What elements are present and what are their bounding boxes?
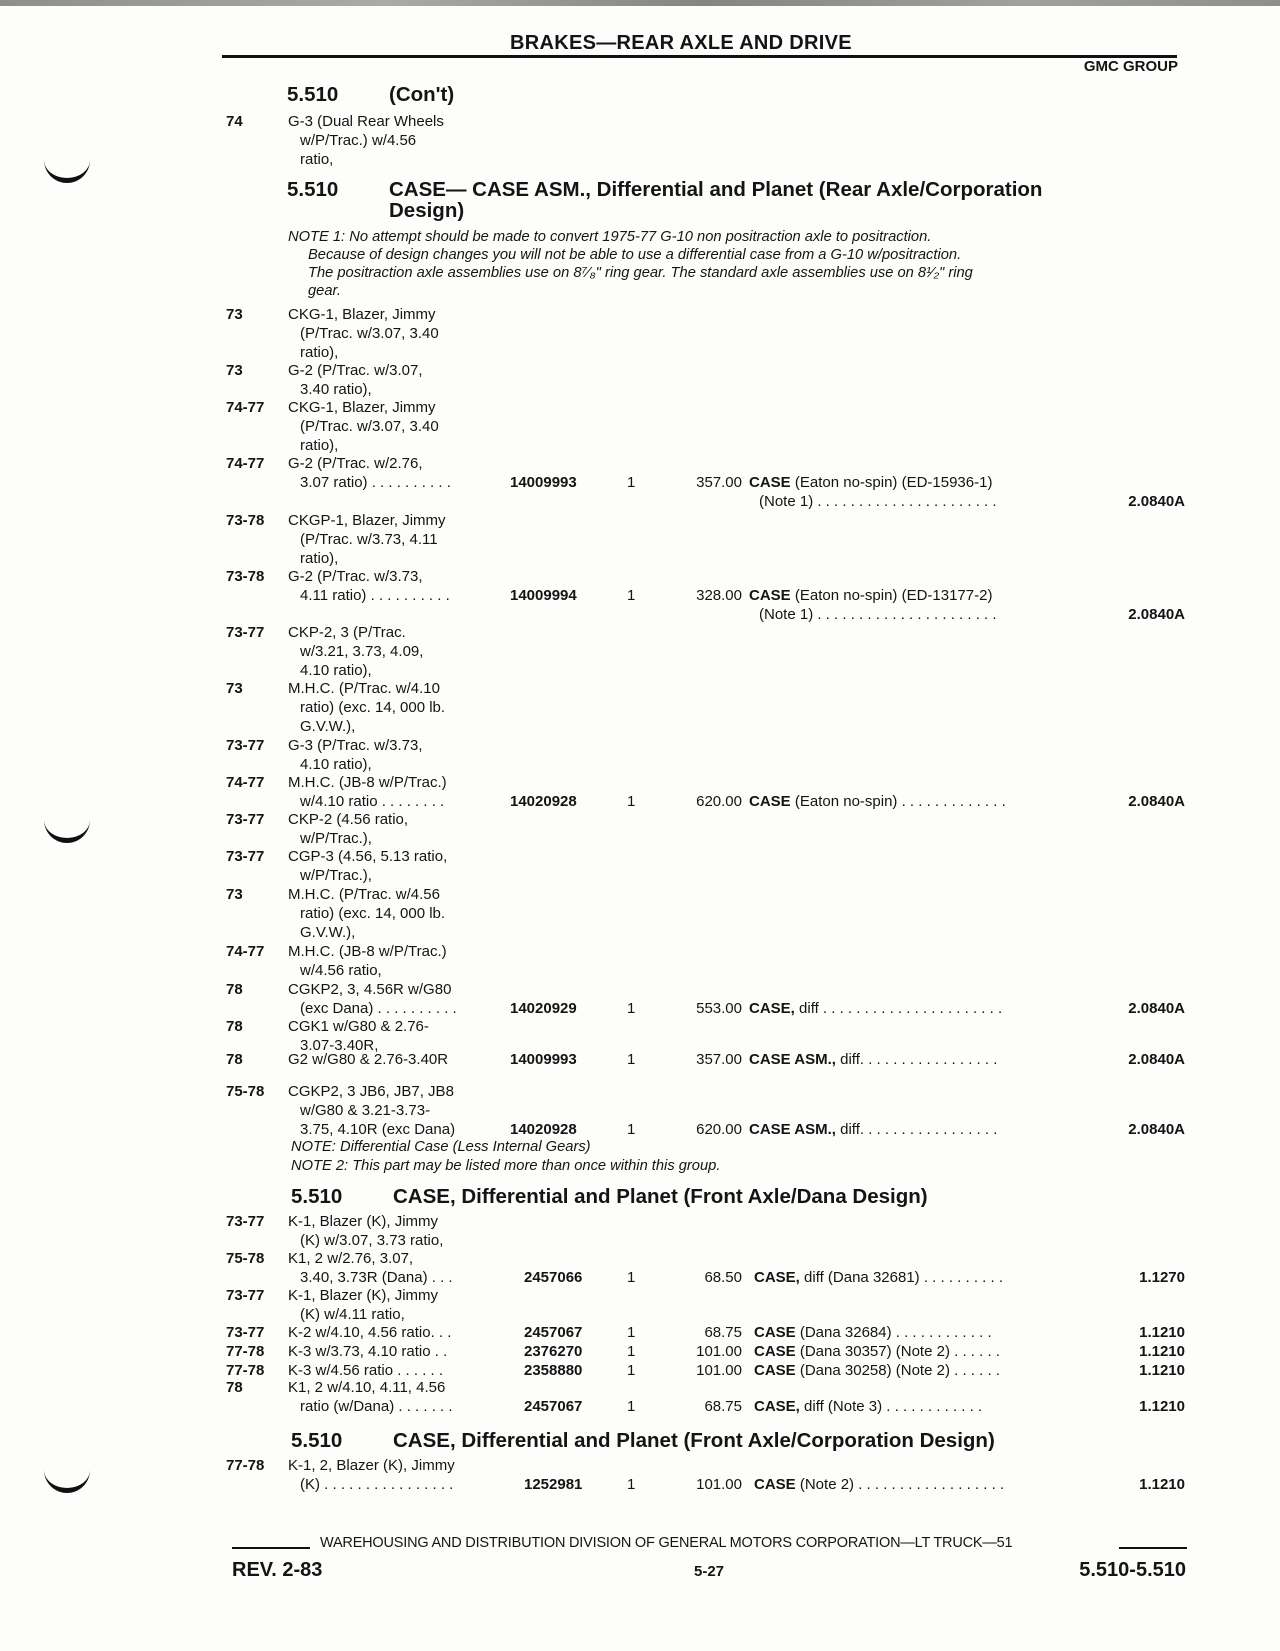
part-description-line bbox=[754, 1323, 1076, 1342]
part-description-line bbox=[749, 473, 1071, 492]
note-line: gear. bbox=[308, 283, 341, 299]
labor-reference: 1.1210 bbox=[1139, 1476, 1185, 1493]
part-number: 2457066 bbox=[524, 1269, 583, 1286]
part-description-line bbox=[754, 1342, 1076, 1361]
part-name: CASE bbox=[749, 474, 791, 491]
part-description-line bbox=[749, 1120, 1071, 1139]
application-description bbox=[288, 398, 503, 455]
application-description bbox=[288, 112, 503, 169]
description-line: CKP-2 (4.56 ratio, bbox=[288, 811, 409, 828]
scan-top-edge bbox=[0, 0, 1280, 6]
description-line: CGKP2, 3 JB6, JB7, JB8 bbox=[288, 1083, 454, 1100]
part-detail: diff (Dana 32681) . . . . . . . . . . bbox=[804, 1269, 1003, 1286]
part-number: 14020929 bbox=[510, 1000, 577, 1017]
group-label: GMC GROUP bbox=[1083, 58, 1178, 75]
description-line: 4.10 ratio), bbox=[300, 756, 372, 773]
page-title: BRAKES—REAR AXLE AND DRIVE bbox=[510, 32, 852, 54]
binder-hole-mark bbox=[44, 820, 90, 843]
description-line: (K) w/3.07, 3.73 ratio, bbox=[300, 1232, 444, 1249]
labor-reference: 2.0840A bbox=[1128, 1051, 1185, 1068]
description-line: K-1, Blazer (K), Jimmy bbox=[288, 1213, 439, 1230]
model-year: 77-78 bbox=[226, 1362, 265, 1379]
model-year: 73 bbox=[226, 680, 243, 697]
quantity: 1 bbox=[627, 587, 636, 604]
labor-reference: 1.1210 bbox=[1139, 1362, 1185, 1379]
description-line: M.H.C. (P/Trac. w/4.10 bbox=[288, 680, 440, 697]
labor-reference: 2.0840A bbox=[1128, 1121, 1185, 1138]
quantity: 1 bbox=[627, 793, 636, 810]
description-line: K1, 2 w/2.76, 3.07, bbox=[288, 1250, 414, 1267]
description-line: (K) w/4.11 ratio, bbox=[300, 1306, 405, 1323]
model-year: 74-77 bbox=[226, 943, 265, 960]
part-name: CASE bbox=[754, 1343, 796, 1360]
description-line: w/4.10 ratio . . . . . . . . bbox=[300, 793, 445, 810]
quantity: 1 bbox=[627, 474, 636, 491]
quantity: 1 bbox=[627, 1324, 636, 1341]
model-year: 74 bbox=[226, 113, 243, 130]
description-line: K1, 2 w/4.10, 4.11, 4.56 bbox=[288, 1379, 446, 1396]
description-line: ratio), bbox=[300, 550, 339, 567]
description-line: w/G80 & 3.21-3.73- bbox=[300, 1102, 431, 1119]
part-description bbox=[754, 1397, 1076, 1416]
note-line: NOTE 1: No attempt should be made to convert 1975-77 G-10 non positraction axle to positraction. bbox=[288, 229, 932, 245]
application-description bbox=[288, 810, 503, 848]
description-line: CKG-1, Blazer, Jimmy bbox=[288, 306, 436, 323]
description-line: M.H.C. (P/Trac. w/4.56 bbox=[288, 886, 440, 903]
part-detail: (Dana 32684) . . . . . . . . . . . . bbox=[799, 1324, 992, 1341]
part-number: 2457067 bbox=[524, 1324, 583, 1341]
description-line: CKGP-1, Blazer, Jimmy bbox=[288, 512, 446, 529]
quantity: 1 bbox=[627, 1269, 636, 1286]
description-line: w/P/Trac.), bbox=[300, 830, 372, 847]
binder-hole-mark bbox=[44, 160, 90, 183]
part-detail: (Eaton no-spin) (ED-15936-1) bbox=[794, 474, 993, 491]
section-title: CASE, Differential and Planet (Front Axle/Dana Design) bbox=[393, 1185, 928, 1208]
part-number: 14020928 bbox=[510, 793, 577, 810]
revision-label: REV. 2-83 bbox=[232, 1559, 323, 1581]
model-year: 73-77 bbox=[226, 1287, 265, 1304]
part-number: 2376270 bbox=[524, 1343, 583, 1360]
model-year: 78 bbox=[226, 981, 243, 998]
quantity: 1 bbox=[627, 1000, 636, 1017]
part-name: CASE bbox=[754, 1476, 796, 1493]
description-line: ratio), bbox=[300, 437, 339, 454]
application-description bbox=[288, 454, 503, 492]
note-line: NOTE 2: This part may be listed more than once within this group. bbox=[291, 1158, 721, 1174]
part-description bbox=[754, 1268, 1076, 1287]
price: 68.75 bbox=[704, 1398, 742, 1415]
description-line: G-2 (P/Trac. w/3.73, bbox=[288, 568, 423, 585]
model-year: 78 bbox=[226, 1051, 243, 1068]
part-description-line bbox=[754, 1475, 1076, 1494]
section-title: CASE, Differential and Planet (Front Axle/Corporation Design) bbox=[393, 1429, 995, 1452]
price: 68.75 bbox=[704, 1324, 742, 1341]
model-year: 73-78 bbox=[226, 568, 265, 585]
quantity: 1 bbox=[627, 1051, 636, 1068]
application-description bbox=[288, 773, 503, 811]
note-line: NOTE: Differential Case (Less Internal Gears) bbox=[291, 1139, 591, 1155]
model-year: 73-77 bbox=[226, 1324, 265, 1341]
description-line: G.V.W.), bbox=[300, 718, 356, 735]
part-detail: diff. . . . . . . . . . . . . . . . . bbox=[840, 1121, 998, 1138]
description-line: (K) . . . . . . . . . . . . . . . . bbox=[300, 1476, 454, 1493]
model-year: 77-78 bbox=[226, 1457, 265, 1474]
application-description bbox=[288, 942, 503, 980]
description-line: ratio) (exc. 14, 000 lb. bbox=[300, 699, 446, 716]
description-line: (P/Trac. w/3.07, 3.40 bbox=[300, 325, 439, 342]
description-line: 3.40 ratio), bbox=[300, 381, 372, 398]
part-detail: (Eaton no-spin) (ED-13177-2) bbox=[794, 587, 993, 604]
description-line: (P/Trac. w/3.07, 3.40 bbox=[300, 418, 439, 435]
note-line: Because of design changes you will not be able to use a differential case from a G-10 w/positraction. bbox=[308, 247, 962, 263]
price: 553.00 bbox=[696, 1000, 742, 1017]
application-description bbox=[288, 1456, 503, 1494]
labor-reference: 1.1210 bbox=[1139, 1324, 1185, 1341]
description-line: CGK1 w/G80 & 2.76- bbox=[288, 1018, 429, 1035]
application-description bbox=[288, 885, 503, 942]
description-line: K-2 w/4.10, 4.56 ratio. . . bbox=[288, 1324, 452, 1341]
section-number: 5.510 bbox=[287, 83, 339, 106]
header-rule bbox=[222, 55, 1177, 58]
description-line: w/4.56 ratio, bbox=[300, 962, 382, 979]
part-number: 2457067 bbox=[524, 1398, 583, 1415]
quantity: 1 bbox=[627, 1343, 636, 1360]
price: 101.00 bbox=[696, 1476, 742, 1493]
description-line: M.H.C. (JB-8 w/P/Trac.) bbox=[288, 774, 447, 791]
part-name: CASE, bbox=[754, 1269, 800, 1286]
part-description-line bbox=[749, 586, 1071, 605]
part-description bbox=[754, 1323, 1076, 1342]
application-description bbox=[288, 679, 503, 736]
part-detail: (Note 2) . . . . . . . . . . . . . . . . . . bbox=[799, 1476, 1005, 1493]
part-description bbox=[749, 999, 1071, 1018]
application-description bbox=[288, 1082, 503, 1139]
description-line: G-2 (P/Trac. w/3.07, bbox=[288, 362, 423, 379]
part-detail: diff. . . . . . . . . . . . . . . . . bbox=[840, 1051, 998, 1068]
model-year: 73-77 bbox=[226, 848, 265, 865]
part-number: 14009993 bbox=[510, 474, 577, 491]
part-description-line bbox=[749, 1050, 1071, 1069]
labor-reference: 1.1270 bbox=[1139, 1269, 1185, 1286]
part-description bbox=[749, 586, 1071, 624]
part-number: 14020928 bbox=[510, 1121, 577, 1138]
quantity: 1 bbox=[627, 1362, 636, 1379]
model-year: 74-77 bbox=[226, 399, 265, 416]
model-year: 78 bbox=[226, 1018, 243, 1035]
description-line: K-1, 2, Blazer (K), Jimmy bbox=[288, 1457, 455, 1474]
description-line: ratio) (exc. 14, 000 lb. bbox=[300, 905, 446, 922]
model-year: 77-78 bbox=[226, 1343, 265, 1360]
part-description-line: (Note 1) . . . . . . . . . . . . . . . . . . . . . . bbox=[759, 493, 997, 510]
description-line: w/P/Trac.) w/4.56 bbox=[300, 132, 417, 149]
section-title-cont: Design) bbox=[389, 199, 465, 222]
note-line: The positraction axle assemblies use on 8⁷⁄₈" ring gear. The standard axle assemblies use on 8¹⁄₂" ring bbox=[308, 265, 973, 281]
part-description-line bbox=[749, 999, 1071, 1018]
application-description bbox=[288, 847, 503, 885]
description-line: 3.75, 4.10R (exc Dana) bbox=[300, 1121, 456, 1138]
description-line: K-3 w/4.56 ratio . . . . . . bbox=[288, 1362, 444, 1379]
description-line: ratio, bbox=[300, 151, 334, 168]
section-number: 5.510 bbox=[291, 1185, 343, 1208]
description-line: 3.07 ratio) . . . . . . . . . . bbox=[300, 474, 451, 491]
description-line: CKP-2, 3 (P/Trac. bbox=[288, 624, 406, 641]
model-year: 73 bbox=[226, 306, 243, 323]
price: 620.00 bbox=[696, 1121, 742, 1138]
binder-hole-mark bbox=[44, 1470, 90, 1493]
part-description bbox=[749, 473, 1071, 511]
section-number: 5.510 bbox=[287, 178, 339, 201]
model-year: 73-78 bbox=[226, 512, 265, 529]
section-number: 5.510 bbox=[291, 1429, 343, 1452]
part-description bbox=[749, 792, 1071, 811]
description-line: G-3 (Dual Rear Wheels bbox=[288, 113, 444, 130]
part-detail: (Dana 30258) (Note 2) . . . . . . bbox=[799, 1362, 1000, 1379]
part-number: 2358880 bbox=[524, 1362, 583, 1379]
labor-reference: 1.1210 bbox=[1139, 1343, 1185, 1360]
description-line: G-2 (P/Trac. w/2.76, bbox=[288, 455, 423, 472]
part-number: 14009993 bbox=[510, 1051, 577, 1068]
model-year: 73-77 bbox=[226, 737, 265, 754]
model-year: 75-78 bbox=[226, 1250, 265, 1267]
description-line: K-3 w/3.73, 4.10 ratio . . bbox=[288, 1343, 448, 1360]
footer-rule-right bbox=[1119, 1547, 1187, 1549]
model-year: 74-77 bbox=[226, 455, 265, 472]
labor-reference: 2.0840A bbox=[1128, 1000, 1185, 1017]
labor-reference: 1.1210 bbox=[1139, 1398, 1185, 1415]
part-detail: diff (Note 3) . . . . . . . . . . . . bbox=[804, 1398, 983, 1415]
application-description bbox=[288, 1378, 503, 1416]
description-line: (P/Trac. w/3.73, 4.11 bbox=[300, 531, 438, 548]
part-description bbox=[754, 1361, 1076, 1380]
description-line: 3.40, 3.73R (Dana) . . . bbox=[300, 1269, 453, 1286]
part-name: CASE bbox=[749, 587, 791, 604]
description-line: G-3 (P/Trac. w/3.73, bbox=[288, 737, 423, 754]
part-description-line: (Note 1) . . . . . . . . . . . . . . . . . . . . . . bbox=[759, 606, 997, 623]
description-line: w/P/Trac.), bbox=[300, 867, 372, 884]
description-line: G2 w/G80 & 2.76-3.40R bbox=[288, 1051, 449, 1068]
model-year: 73 bbox=[226, 886, 243, 903]
description-line: CGP-3 (4.56, 5.13 ratio, bbox=[288, 848, 448, 865]
description-line: ratio), bbox=[300, 344, 339, 361]
part-name: CASE bbox=[754, 1362, 796, 1379]
quantity: 1 bbox=[627, 1121, 636, 1138]
part-name: CASE ASM., bbox=[749, 1121, 836, 1138]
price: 101.00 bbox=[696, 1362, 742, 1379]
part-name: CASE bbox=[754, 1324, 796, 1341]
price: 357.00 bbox=[696, 1051, 742, 1068]
description-line: CKG-1, Blazer, Jimmy bbox=[288, 399, 436, 416]
application-description bbox=[288, 736, 503, 774]
price: 101.00 bbox=[696, 1343, 742, 1360]
application-description bbox=[288, 1249, 503, 1287]
application-description bbox=[288, 567, 503, 605]
section-range: 5.510-5.510 bbox=[1079, 1559, 1186, 1581]
description-line: 3.07-3.40R, bbox=[300, 1037, 379, 1054]
description-line: 4.10 ratio), bbox=[300, 662, 372, 679]
description-line: w/3.21, 3.73, 4.09, bbox=[300, 643, 424, 660]
part-description bbox=[749, 1120, 1071, 1139]
model-year: 74-77 bbox=[226, 774, 265, 791]
part-name: CASE ASM., bbox=[749, 1051, 836, 1068]
model-year: 73-77 bbox=[226, 1213, 265, 1230]
description-line: K-1, Blazer (K), Jimmy bbox=[288, 1287, 439, 1304]
part-description bbox=[749, 1050, 1071, 1069]
part-description bbox=[754, 1342, 1076, 1361]
labor-reference: 2.0840A bbox=[1128, 493, 1185, 510]
part-description-line bbox=[749, 792, 1071, 811]
model-year: 73-77 bbox=[226, 624, 265, 641]
part-description-line bbox=[754, 1268, 1076, 1287]
labor-reference: 2.0840A bbox=[1128, 606, 1185, 623]
application-description bbox=[288, 1323, 503, 1342]
price: 357.00 bbox=[696, 474, 742, 491]
application-description bbox=[288, 305, 503, 362]
labor-reference: 2.0840A bbox=[1128, 793, 1185, 810]
part-name: CASE, bbox=[754, 1398, 800, 1415]
application-description bbox=[288, 511, 503, 568]
application-description bbox=[288, 1286, 503, 1324]
model-year: 78 bbox=[226, 1379, 243, 1396]
part-detail: (Dana 30357) (Note 2) . . . . . . bbox=[799, 1343, 1000, 1360]
model-year: 75-78 bbox=[226, 1083, 265, 1100]
description-line: (exc Dana) . . . . . . . . . . bbox=[300, 1000, 457, 1017]
description-line: G.V.W.), bbox=[300, 924, 356, 941]
part-number: 1252981 bbox=[524, 1476, 583, 1493]
section-title: (Con't) bbox=[389, 83, 455, 106]
part-detail: (Eaton no-spin) . . . . . . . . . . . . . bbox=[794, 793, 1006, 810]
part-description-line bbox=[754, 1361, 1076, 1380]
part-name: CASE bbox=[749, 793, 791, 810]
footer-rule-left bbox=[232, 1547, 310, 1549]
price: 68.50 bbox=[704, 1269, 742, 1286]
footer-division: WAREHOUSING AND DISTRIBUTION DIVISION OF GENERAL MOTORS CORPORATION—LT TRUCK—51 bbox=[320, 1535, 1013, 1551]
part-number: 14009994 bbox=[510, 587, 577, 604]
price: 328.00 bbox=[696, 587, 742, 604]
application-description bbox=[288, 1342, 503, 1361]
part-detail: diff . . . . . . . . . . . . . . . . . . . . . . bbox=[799, 1000, 1003, 1017]
description-line: CGKP2, 3, 4.56R w/G80 bbox=[288, 981, 452, 998]
price: 620.00 bbox=[696, 793, 742, 810]
application-description bbox=[288, 1050, 503, 1069]
section-title: CASE— CASE ASM., Differential and Planet (Rear Axle/Corporation bbox=[389, 178, 1043, 201]
model-year: 73 bbox=[226, 362, 243, 379]
part-description-line bbox=[754, 1397, 1076, 1416]
quantity: 1 bbox=[627, 1398, 636, 1415]
application-description bbox=[288, 361, 503, 399]
description-line: M.H.C. (JB-8 w/P/Trac.) bbox=[288, 943, 447, 960]
description-line: 4.11 ratio) . . . . . . . . . . bbox=[300, 587, 450, 604]
part-name: CASE, bbox=[749, 1000, 795, 1017]
description-line: ratio (w/Dana) . . . . . . . bbox=[300, 1398, 453, 1415]
page-number: 5-27 bbox=[694, 1563, 725, 1580]
application-description bbox=[288, 623, 503, 680]
model-year: 73-77 bbox=[226, 811, 265, 828]
application-description bbox=[288, 1212, 503, 1250]
part-description bbox=[754, 1475, 1076, 1494]
application-description bbox=[288, 980, 503, 1018]
quantity: 1 bbox=[627, 1476, 636, 1493]
